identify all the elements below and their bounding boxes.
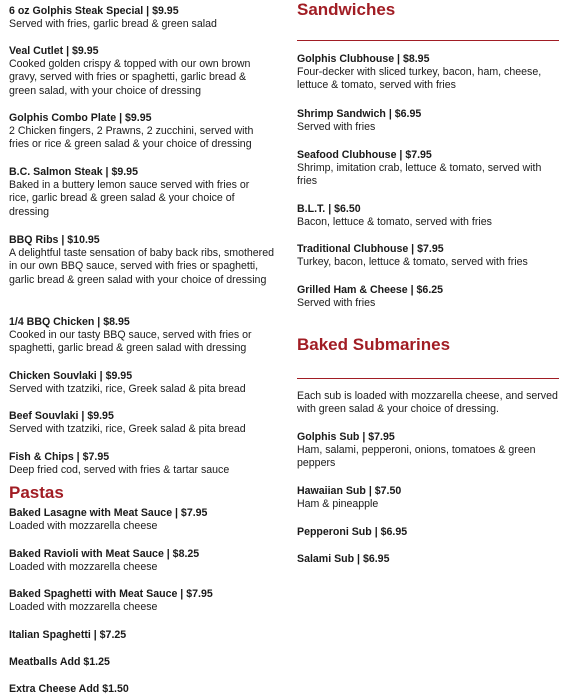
item-name: Chicken Souvlaki | $9.95	[9, 370, 133, 382]
menu-item	[9, 112, 271, 152]
item-description: A delightful taste sensation of baby back ribs, smothered in our own BBQ sauce, served with fries or spaghetti, garlic bread & green salad with your choice of dressing	[9, 247, 274, 286]
menu-item	[9, 656, 279, 669]
item-description: Loaded with mozzarella cheese	[9, 561, 158, 573]
section-divider	[297, 378, 559, 379]
item-name: Meatballs Add $1.25	[9, 656, 110, 668]
menu-item	[9, 629, 279, 642]
item-description: Cooked in our tasty BBQ sauce, served with fries or spaghetti, garlic bread & green salad with dressing	[9, 329, 252, 355]
item-description: Served with fries	[297, 121, 376, 133]
item-description: Cooked golden crispy & topped with our own brown gravy, served with fries or spaghetti, garlic bread & green salad, with your choice of dressing	[9, 58, 251, 97]
item-description: Served with tzatziki, rice, Greek salad & pita bread	[9, 423, 246, 435]
item-description: Four-decker with sliced turkey, bacon, ham, cheese, lettuce & tomato, served with fries	[297, 66, 542, 92]
item-name: Shrimp Sandwich | $6.95	[297, 108, 422, 120]
menu-item	[9, 234, 277, 287]
section-intro: Each sub is loaded with mozzarella cheese, and served with green salad & your choice of dressing.	[297, 390, 558, 416]
menu-item	[9, 507, 279, 533]
item-name: Traditional Clubhouse | $7.95	[297, 243, 444, 255]
item-description: Shrimp, imitation crab, lettuce & tomato, served with fries	[297, 162, 542, 188]
menu-item	[9, 410, 279, 436]
item-name: BBQ Ribs | $10.95	[9, 234, 100, 246]
menu-item	[297, 485, 559, 511]
item-name: Pepperoni Sub | $6.95	[297, 526, 408, 538]
item-description: Bacon, lettuce & tomato, served with fries	[297, 216, 492, 228]
menu-item	[9, 548, 279, 574]
item-description: Served with tzatziki, rice, Greek salad & pita bread	[9, 383, 246, 395]
menu-item	[9, 588, 279, 614]
item-description: 2 Chicken fingers, 2 Prawns, 2 zucchini, served with fries or rice & green salad & your choice of dressing	[9, 125, 254, 151]
item-name: Veal Cutlet | $9.95	[9, 45, 99, 57]
item-description: Deep fried cod, served with fries & tartar sauce	[9, 464, 230, 476]
item-description: Served with fries	[297, 297, 376, 309]
menu-item	[297, 108, 559, 134]
menu-item	[9, 5, 279, 31]
item-description: Turkey, bacon, lettuce & tomato, served with fries	[297, 256, 528, 268]
item-name: Salami Sub | $6.95	[297, 553, 390, 565]
item-name: Baked Spaghetti with Meat Sauce | $7.95	[9, 588, 213, 600]
item-name: 1/4 BBQ Chicken | $8.95	[9, 316, 130, 328]
item-description: Served with fries, garlic bread & green salad	[9, 18, 217, 30]
item-description: Loaded with mozzarella cheese	[9, 601, 158, 613]
item-name: Golphis Combo Plate | $9.95	[9, 112, 152, 124]
item-name: 6 oz Golphis Steak Special | $9.95	[9, 5, 179, 17]
item-name: Extra Cheese Add $1.50	[9, 683, 129, 695]
menu-item	[9, 370, 279, 396]
item-name: Beef Souvlaki | $9.95	[9, 410, 114, 422]
menu-item	[297, 243, 559, 269]
menu-item	[297, 53, 559, 93]
item-name: B.L.T. | $6.50	[297, 203, 361, 215]
item-name: Italian Spaghetti | $7.25	[9, 629, 127, 641]
menu-item	[297, 526, 559, 539]
item-name: Hawaiian Sub | $7.50	[297, 485, 402, 497]
item-name: Golphis Clubhouse | $8.95	[297, 53, 430, 65]
item-description: Baked in a buttery lemon sauce served with fries or rice, garlic bread & green salad & your choice of dressing	[9, 179, 250, 218]
menu-item	[9, 45, 271, 98]
menu-item	[9, 316, 271, 356]
item-name: Grilled Ham & Cheese | $6.25	[297, 284, 444, 296]
section-title-sandwiches: Sandwiches	[297, 0, 396, 19]
item-name: Seafood Clubhouse | $7.95	[297, 149, 432, 161]
menu-item	[297, 203, 559, 229]
item-description: Ham, salami, pepperoni, onions, tomatoes & green peppers	[297, 444, 536, 470]
menu-item	[297, 431, 559, 471]
menu-item	[297, 284, 559, 310]
menu-item	[297, 553, 559, 566]
item-name: Baked Lasagne with Meat Sauce | $7.95	[9, 507, 208, 519]
menu-item	[9, 683, 279, 696]
section-title-pastas: Pastas	[9, 483, 64, 502]
item-name: Fish & Chips | $7.95	[9, 451, 110, 463]
item-description: Loaded with mozzarella cheese	[9, 520, 158, 532]
item-description: Ham & pineapple	[297, 498, 379, 510]
menu-item	[297, 149, 559, 189]
menu-item	[9, 451, 279, 477]
menu-item	[9, 166, 271, 219]
section-divider	[297, 40, 559, 41]
section-title-baked-submarines: Baked Submarines	[297, 335, 451, 354]
item-name: Baked Ravioli with Meat Sauce | $8.25	[9, 548, 200, 560]
item-name: Golphis Sub | $7.95	[297, 431, 395, 443]
item-name: B.C. Salmon Steak | $9.95	[9, 166, 138, 178]
